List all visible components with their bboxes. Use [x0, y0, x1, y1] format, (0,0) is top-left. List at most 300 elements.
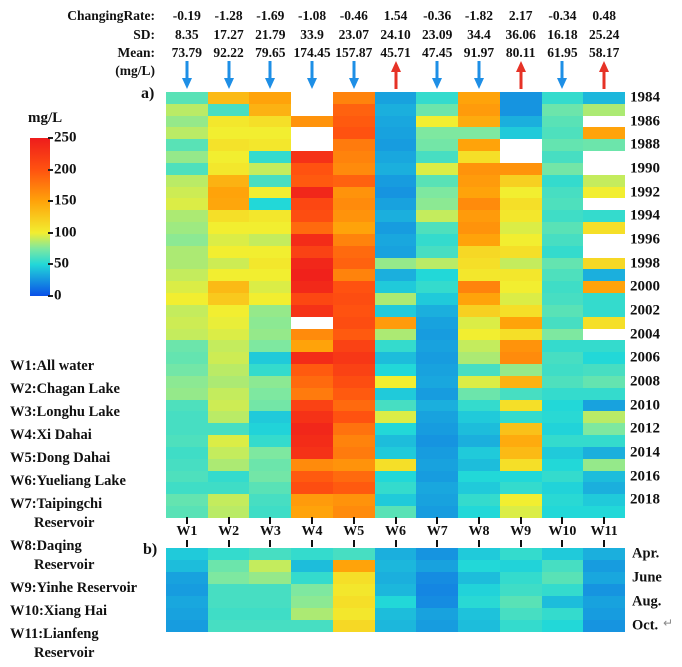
heatmap-cell: [375, 258, 417, 270]
heatmap-cell: [249, 411, 291, 423]
heatmap-cell: [542, 234, 584, 246]
heatmap-cell: [249, 222, 291, 234]
sd-value: 8.35: [175, 27, 199, 42]
year-tick-label: 1986: [630, 113, 660, 130]
column-tick: [186, 517, 188, 524]
heatmap-cell: [249, 281, 291, 293]
column-tick: [269, 517, 271, 524]
heatmap-cell: [542, 423, 584, 435]
heatmap-cell: [208, 608, 250, 620]
heatmap-cell: [542, 139, 584, 151]
heatmap-cell: [458, 198, 500, 210]
sd-row-label: SD:: [133, 27, 155, 42]
heatmap-cell: [208, 187, 250, 199]
heatmap-cell: [333, 411, 375, 423]
heatmap-cell: [249, 494, 291, 506]
station-legend-item: [10, 495, 166, 533]
heatmap-cell: [583, 175, 625, 187]
heatmap-cell: [333, 293, 375, 305]
heatmap-cell: [458, 116, 500, 128]
heatmap-cell: [291, 435, 333, 447]
trend-arrow-down-icon: [264, 61, 276, 89]
heatmap-cell: [333, 364, 375, 376]
sd-value: 36.06: [505, 27, 536, 42]
heatmap-cell: [166, 459, 208, 471]
heatmap-cell: [208, 269, 250, 281]
column-tick: [603, 517, 605, 524]
heatmap-cell: [333, 400, 375, 412]
heatmap-cell: [583, 572, 625, 584]
colorbar-title: mg/L: [28, 110, 63, 126]
heatmap-cell: [375, 317, 417, 329]
heatmap-cell: [375, 388, 417, 400]
heatmap-cell: [375, 435, 417, 447]
heatmap-cell: [291, 258, 333, 270]
heatmap-cell: [458, 560, 500, 572]
changing-rate-value: -0.34: [548, 8, 577, 23]
heatmap-cell: [500, 364, 542, 376]
heatmap-cell: [458, 423, 500, 435]
heatmap-cell: [375, 269, 417, 281]
heatmap-cell: [500, 210, 542, 222]
heatmap-cell: [333, 234, 375, 246]
heatmap-cell: [542, 116, 584, 128]
heatmap-cell: [500, 281, 542, 293]
heatmap-cell: [416, 560, 458, 572]
heatmap-cell: [208, 104, 250, 116]
heatmap-cell: [208, 471, 250, 483]
year-tick-label: 2006: [630, 349, 660, 366]
heatmap-cell: [583, 608, 625, 620]
heatmap-cell: [416, 411, 458, 423]
heatmap-cell: [249, 127, 291, 139]
month-tick-label: Apr.: [632, 545, 660, 562]
trend-arrow-down-icon: [473, 61, 485, 89]
heatmap-cell: [375, 92, 417, 104]
heatmap-cell: [166, 116, 208, 128]
heatmap-cell: [583, 317, 625, 329]
heatmap-cell: [166, 269, 208, 281]
sd-value: 33.9: [300, 27, 324, 42]
heatmap-cell: [166, 210, 208, 222]
heatmap-cell: [500, 127, 542, 139]
heatmap-cell: [291, 317, 333, 329]
trend-arrow-down-icon: [348, 61, 360, 89]
station-legend-item: [10, 472, 166, 491]
heatmap-cell: [208, 340, 250, 352]
heatmap-cell: [166, 127, 208, 139]
heatmap-cell: [416, 352, 458, 364]
column-tick: [353, 540, 355, 547]
heatmap-cell: [542, 548, 584, 560]
heatmap-cell: [291, 459, 333, 471]
heatmap-cell: [166, 139, 208, 151]
heatmap-cell: [458, 175, 500, 187]
heatmap-cell: [249, 572, 291, 584]
station-tick-label: W3: [259, 524, 281, 539]
mean-row-label: Mean:: [117, 45, 155, 60]
heatmap-cell: [375, 423, 417, 435]
heatmap-cell: [333, 116, 375, 128]
heatmap-cell: [416, 127, 458, 139]
trend-arrow-up-icon: [598, 61, 610, 89]
heatmap-cell: [416, 187, 458, 199]
heatmap-cell: [375, 234, 417, 246]
heatmap-cell: [500, 447, 542, 459]
colorbar: [30, 138, 50, 296]
heatmap-cell: [458, 572, 500, 584]
heatmap-cell: [333, 459, 375, 471]
heatmap-cell: [500, 482, 542, 494]
year-tick-label: 2016: [630, 468, 660, 485]
colorbar-tick: [48, 295, 53, 297]
heatmap-cell: [375, 175, 417, 187]
heatmap-cell: [249, 596, 291, 608]
column-tick: [311, 517, 313, 524]
colorbar-tick-label: 0: [54, 287, 62, 304]
heatmap-cell: [375, 104, 417, 116]
heatmap-cell: [249, 116, 291, 128]
heatmap-cell: [291, 269, 333, 281]
heatmap-cell: [291, 560, 333, 572]
column-tick: [478, 517, 480, 524]
heatmap-cell: [458, 281, 500, 293]
heatmap-cell: [249, 340, 291, 352]
changing-rate-value: -1.69: [256, 8, 285, 23]
heatmap-cell: [416, 222, 458, 234]
heatmap-cell: [583, 234, 625, 246]
colorbar-tick: [48, 263, 53, 265]
heatmap-cell: [208, 246, 250, 258]
heatmap-cell: [458, 584, 500, 596]
station-legend-text: W6:Yueliang Lake: [10, 473, 126, 489]
heatmap-cell: [291, 471, 333, 483]
heatmap-cell: [458, 411, 500, 423]
heatmap-cell: [500, 104, 542, 116]
heatmap-cell: [416, 175, 458, 187]
heatmap-cell: [166, 400, 208, 412]
heatmap-cell: [291, 104, 333, 116]
heatmap-cell: [458, 210, 500, 222]
heatmap-cell: [416, 435, 458, 447]
heatmap-cell: [333, 104, 375, 116]
heatmap-cell: [208, 175, 250, 187]
heatmap-cell: [166, 329, 208, 341]
heatmap-cell: [333, 127, 375, 139]
colorbar-tick-label: 200: [54, 161, 77, 178]
heatmap-cell: [208, 116, 250, 128]
heatmap-cell: [583, 329, 625, 341]
station-legend-item: [10, 537, 166, 575]
heatmap-cell: [333, 471, 375, 483]
heatmap-cell: [249, 104, 291, 116]
station-tick-label: W8: [468, 524, 490, 539]
heatmap-cell: [500, 572, 542, 584]
heatmap-cell: [291, 92, 333, 104]
heatmap-cell: [249, 459, 291, 471]
heatmap-cell: [375, 187, 417, 199]
heatmap-cell: [208, 572, 250, 584]
heatmap-cell: [500, 352, 542, 364]
heatmap-cell: [166, 447, 208, 459]
heatmap-cell: [542, 246, 584, 258]
heatmap-cell: [208, 411, 250, 423]
station-tick-label: W4: [301, 524, 323, 539]
heatmap-cell: [291, 198, 333, 210]
heatmap-cell: [500, 222, 542, 234]
heatmap-cell: [166, 198, 208, 210]
heatmap-cell: [542, 151, 584, 163]
heatmap-cell: [583, 210, 625, 222]
heatmap-cell: [458, 258, 500, 270]
year-tick-label: 2014: [630, 444, 660, 461]
heatmap-cell: [542, 198, 584, 210]
heatmap-cell: [166, 560, 208, 572]
heatmap-cell: [249, 210, 291, 222]
heatmap-cell: [583, 388, 625, 400]
heatmap-cell: [291, 234, 333, 246]
heatmap-cell: [500, 620, 542, 632]
heatmap-cell: [375, 281, 417, 293]
heatmap-cell: [208, 376, 250, 388]
heatmap-cell: [375, 127, 417, 139]
month-tick-label: June: [632, 569, 662, 586]
heatmap-cell: [333, 281, 375, 293]
heatmap-cell: [291, 222, 333, 234]
heatmap-cell: [333, 560, 375, 572]
heatmap-cell: [458, 269, 500, 281]
colorbar-tick: [48, 232, 53, 234]
heatmap-cell: [458, 246, 500, 258]
station-legend-text: Reservoir: [34, 557, 95, 573]
colorbar-tick: [48, 200, 53, 202]
changing-rate-value: -0.36: [423, 8, 452, 23]
station-legend-text: W7:Taipingchi: [10, 496, 103, 512]
changing-rate-value: -0.19: [172, 8, 201, 23]
colorbar-tick-label: 100: [54, 224, 77, 241]
heatmap-cell: [208, 447, 250, 459]
heatmap-cell: [416, 572, 458, 584]
heatmap-cell: [166, 293, 208, 305]
unit-row-label: (mg/L): [115, 63, 155, 78]
heatmap-cell: [416, 210, 458, 222]
station-legend-text: Reservoir: [34, 645, 95, 661]
heatmap-cell: [291, 116, 333, 128]
heatmap-cell: [500, 608, 542, 620]
panel-a-label: a): [141, 85, 155, 102]
heatmap-cell: [416, 293, 458, 305]
heatmap-cell: [249, 329, 291, 341]
heatmap-cell: [249, 305, 291, 317]
heatmap-cell: [500, 305, 542, 317]
heatmap-cell: [249, 471, 291, 483]
heatmap-cell: [375, 210, 417, 222]
heatmap-cell: [583, 92, 625, 104]
heatmap-cell: [166, 494, 208, 506]
heatmap-cell: [542, 400, 584, 412]
heatmap-cell: [458, 620, 500, 632]
heatmap-cell: [333, 246, 375, 258]
heatmap-cell: [291, 400, 333, 412]
heatmap-cell: [208, 596, 250, 608]
heatmap-cell: [375, 584, 417, 596]
heatmap-cell: [416, 305, 458, 317]
trend-arrow-down-icon: [556, 61, 568, 89]
heatmap-cell: [375, 151, 417, 163]
heatmap-cell: [583, 116, 625, 128]
heatmap-cell: [249, 234, 291, 246]
mean-value: 58.17: [588, 45, 620, 60]
heatmap-cell: [500, 459, 542, 471]
heatmap-cell: [208, 560, 250, 572]
heatmap-cell: [458, 92, 500, 104]
changing-rate-value: -1.82: [464, 8, 494, 23]
station-legend-text: W11:Lianfeng: [10, 626, 99, 642]
column-tick: [269, 540, 271, 547]
heatmap-cell: [208, 210, 250, 222]
heatmap-cell: [542, 376, 584, 388]
station-legend-text: W3:Longhu Lake: [10, 404, 120, 420]
heatmap-cell: [500, 187, 542, 199]
heatmap-cell: [208, 548, 250, 560]
heatmap-cell: [416, 340, 458, 352]
heatmap-cell: [458, 376, 500, 388]
heatmap-cell: [458, 104, 500, 116]
heatmap-cell: [291, 482, 333, 494]
heatmap-cell: [291, 376, 333, 388]
trend-arrow-down-icon: [431, 61, 443, 89]
heatmap-cell: [500, 151, 542, 163]
column-tick: [478, 540, 480, 547]
heatmap-cell: [416, 139, 458, 151]
column-tick: [603, 540, 605, 547]
month-tick-label: Aug.: [632, 593, 662, 610]
heatmap-cell: [542, 329, 584, 341]
heatmap-cell: [208, 305, 250, 317]
heatmap-cell: [542, 459, 584, 471]
heatmap-cell: [583, 423, 625, 435]
heatmap-cell: [249, 352, 291, 364]
heatmap-cell: [166, 305, 208, 317]
heatmap-cell: [333, 198, 375, 210]
heatmap-cell: [249, 548, 291, 560]
heatmap-cell: [416, 92, 458, 104]
heatmap-cell: [208, 435, 250, 447]
heatmap-cell: [166, 388, 208, 400]
heatmap-cell: [291, 620, 333, 632]
heatmap-cell: [166, 281, 208, 293]
heatmap-cell: [333, 376, 375, 388]
station-legend-text: W4:Xi Dahai: [10, 427, 92, 443]
heatmap-cell: [249, 293, 291, 305]
heatmap-cell: [249, 482, 291, 494]
heatmap-cell: [583, 471, 625, 483]
heatmap-cell: [166, 482, 208, 494]
heatmap-cell: [166, 352, 208, 364]
heatmap-cell: [166, 376, 208, 388]
heatmap-cell: [291, 175, 333, 187]
heatmap-cell: [458, 459, 500, 471]
heatmap-cell: [375, 548, 417, 560]
heatmap-cell: [416, 596, 458, 608]
heatmap-cell: [500, 423, 542, 435]
colorbar-tick: [48, 169, 53, 171]
heatmap-cell: [542, 620, 584, 632]
heatmap-cell: [249, 317, 291, 329]
heatmap-cell: [416, 281, 458, 293]
column-tick: [186, 540, 188, 547]
mean-value: 73.79: [171, 45, 203, 60]
column-tick: [561, 540, 563, 547]
heatmap-cell: [333, 596, 375, 608]
heatmap-cell: [166, 175, 208, 187]
heatmap-cell: [583, 548, 625, 560]
heatmap-cell: [583, 246, 625, 258]
heatmap-cell: [249, 447, 291, 459]
heatmap-cell: [583, 187, 625, 199]
station-tick-label: W2: [218, 524, 240, 539]
heatmap-cell: [542, 163, 584, 175]
heatmap-cell: [583, 596, 625, 608]
heatmap-cell: [208, 423, 250, 435]
heatmap-cell: [458, 608, 500, 620]
station-legend-text: W9:Yinhe Reservoir: [10, 580, 138, 596]
station-tick-label: W7: [426, 524, 448, 539]
heatmap-cell: [542, 584, 584, 596]
mean-value: 45.71: [380, 45, 411, 60]
heatmap-cell: [500, 198, 542, 210]
heatmap-cell: [208, 198, 250, 210]
heatmap-cell: [583, 411, 625, 423]
heatmap-cell: [458, 139, 500, 151]
heatmap-cell: [375, 139, 417, 151]
station-legend-item: [10, 625, 166, 663]
station-legend-item: [10, 449, 166, 468]
heatmap-cell: [249, 163, 291, 175]
station-legend-item: [10, 380, 166, 399]
heatmap-cell: [249, 258, 291, 270]
heatmap-cell: [208, 163, 250, 175]
heatmap-cell: [166, 151, 208, 163]
heatmap-cell: [583, 482, 625, 494]
changing-rate-value: 0.48: [592, 8, 616, 23]
heatmap-cell: [500, 411, 542, 423]
heatmap-cell: [500, 400, 542, 412]
heatmap-cell: [291, 572, 333, 584]
month-tick-label: Oct.: [632, 617, 659, 634]
heatmap-cell: [458, 352, 500, 364]
heatmap-cell: [249, 376, 291, 388]
heatmap-cell: [333, 340, 375, 352]
heatmap-cell: [542, 494, 584, 506]
colorbar-tick-label: 250: [54, 129, 77, 146]
heatmap-cell: [583, 258, 625, 270]
station-legend-item: [10, 357, 166, 376]
station-legend-text: W2:Chagan Lake: [10, 381, 120, 397]
heatmap-cell: [208, 352, 250, 364]
heatmap-cell: [291, 364, 333, 376]
station-tick-label: W6: [385, 524, 406, 539]
heatmap-cell: [542, 596, 584, 608]
changing-rate-row-label: ChangingRate:: [67, 8, 155, 23]
heatmap-cell: [208, 222, 250, 234]
heatmap-cell: [291, 139, 333, 151]
heatmap-cell: [208, 459, 250, 471]
station-tick-label: W10: [548, 524, 577, 539]
heatmap-cell: [416, 104, 458, 116]
mean-value: 174.45: [293, 45, 331, 60]
heatmap-cell: [375, 329, 417, 341]
